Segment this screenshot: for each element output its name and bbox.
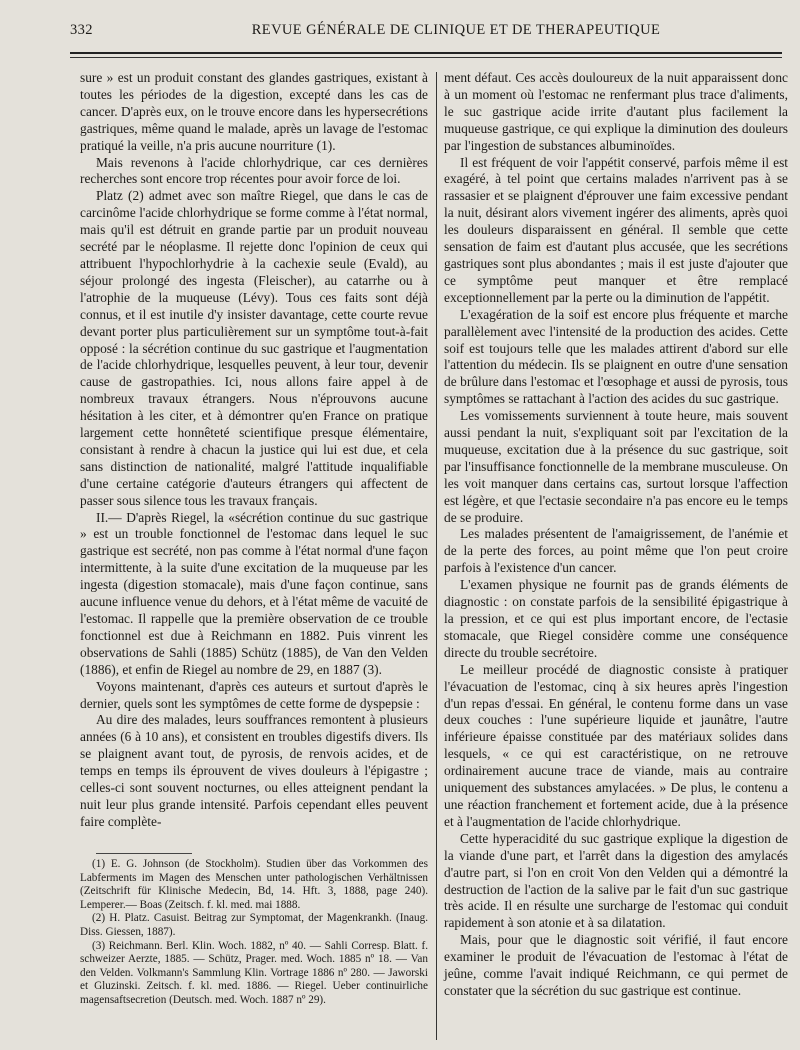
paragraph: Les malades présentent de l'amaigrissement, de l'anémie et de la perte des forces, au point même que l'on peut croire parfois à l'existence d'un cancer.	[444, 526, 788, 576]
footnote: (1) E. G. Johnson (de Stockholm). Studien über das Vorkommen des Labferments im Magen des Menschen unter pathologischen Verhältnissen (Zeitschrift für Klinische Medecin, Bd, 14. Hft. 3, 1888, page 240). Lemperer.— Boas (Zeitsch. f. kl. med. mai 1888.	[80, 858, 428, 911]
page-number: 332	[70, 22, 93, 38]
paragraph: ment défaut. Ces accès douloureux de la nuit apparaissent donc à un moment où l'estomac ne renfermant plus trace d'aliments, le suc gastrique acide irrite d'autant plus facilement la muqueuse gastrique, ce qui explique la diminution des douleurs par l'ingestion de substances albuminoïdes.	[444, 70, 788, 153]
paragraph: sure » est un produit constant des glandes gastriques, existant à toutes les périodes de la digestion, excepté dans les cas de cancer. D'après eux, on le trouve encore dans les hypersecrétions gastriques, même quand le malade, après un lavage de l'estomac pratiqué la veille, n'a pris aucune nourriture (1).	[80, 70, 428, 153]
column-divider	[436, 72, 437, 1040]
footnote-rule	[96, 853, 192, 854]
paragraph: Il est fréquent de voir l'appétit conservé, parfois même il est exagéré, à tel point que certains malades n'arrivent pas à se rassasier et se plaignent d'éprouver une faim excessive pendant la nuit, désirant alors vivement ingérer des aliments, après quoi les douleurs disparaissent en général. Il semble que cette sensation de faim est d'autant plus accusée, que les secrétions gastriques sont plus abondantes ; mais il est juste d'ajouter que ce symptôme peut manquer et être remplacé exceptionnellement par la perte ou la diminution de l'appétit.	[444, 154, 788, 305]
paragraph: Mais, pour que le diagnostic soit vérifié, il faut encore examiner le produit de l'évacuation de l'estomac à l'état de jeûne, comme l'avait indiqué Reichmann, ce qui permet de constater que la sécrétion du suc gastrique est continue.	[444, 932, 788, 998]
paragraph: L'examen physique ne fournit pas de grands éléments de diagnostic : on constate parfois de la sensibilité épigastrique à la pression, et ce qui est plus important encore, de l'ectasie stomacale, que Riegel considère comme une conséquence directe du trouble secrétoire.	[444, 577, 788, 660]
paragraph: Platz (2) admet avec son maître Riegel, que dans le cas de carcinôme l'acide chlorhydrique se forme comme à l'état normal, mais qu'il est détruit en grande partie par un produit nouveau secrété par le néoplasme. Il rejette donc l'opinion de ceux qui attribuent l'hypochlorhydrie à la cachexie seule (Evald), au séjour prolongé des ingesta (Fleischer), au catarrhe ou à l'atrophie de la muqueuse (Lévy). Tous ces faits sont déjà connus, et il est inutile d'y insister davantage, cette courte revue devant porter plus particulièrement sur un symptôme tout-à-fait opposé : la sécrétion continue du suc gastrique et l'augmentation de l'acide chlorhydrique, lesquelles peuvent, à leur tour, devenir cause de gastropathies. Ici, nous allons faire appel à de nombreux travaux étrangers. Nous n'éprouvons aucune hésitation à les citer, et à démontrer qu'en France on pratique largement cette honnêteté scientifique presque élémentaire, consistant à rendre à chacun la justice qui lui est due, et cela sans distinction de nationalité, malgré l'attitude inqualifiable d'une certaine catégorie d'auteurs étrangers qui affectent de passer sous silence tous les travaux français.	[80, 188, 428, 508]
paragraph: Le meilleur procédé de diagnostic consiste à pratiquer l'évacuation de l'estomac, cinq à six heures après l'ingestion d'un repas d'essai. En général, le contenu forme dans un vase deux couches : l'une supérieure liquide et jaunâtre, l'autre inférieure épaisse constituée par des matériaux solides dans lesquels, « ce qui est caractéristique, on ne retrouve ordinairement aucune trace de viande, mais au contraire uniquement des substances amylacées. » De plus, le contenu a une réaction franchement et fortement acide, due à la présence et à l'augmentation de l'acide chlorhydrique.	[444, 661, 788, 829]
footnote: (3) Reichmann. Berl. Klin. Woch. 1882, nº 40. — Sahli Corresp. Blatt. f. schweizer Aerzte, 1885. — Schütz, Prager. med. Woch. 1885 nº 18. — Van den Velden. Volkmann's Sammlung Klin. Vortrage 1886 nº 280. — Jaworski et Gluzinski. Zeitsch. f. kl. med. 1886. — Riegel. Ueber continuirliche magensaftsecretion (Deutsch. med. Woch. 1887 nº 29).	[80, 939, 428, 1006]
paragraph: Voyons maintenant, d'après ces auteurs et surtout d'après le dernier, quels sont les symptômes de cette forme de dyspepsie :	[80, 678, 428, 711]
running-header	[70, 22, 782, 46]
right-column	[444, 70, 788, 1000]
paragraph: Cette hyperacidité du suc gastrique explique la digestion de la viande d'une part, et l'arrêt dans la digestion des amylacés d'autre part, si l'on en croit Von den Velden qui a démontré la destruction de l'action de la salive par le fait d'un suc gastrique très acide. Il en résulte une surcharge de l'estomac qui conduit rapidement à son atonie et à sa dilatation.	[444, 830, 788, 931]
paragraph: Mais revenons à l'acide chlorhydrique, car ces dernières recherches sont encore trop récentes pour avoir force de loi.	[80, 154, 428, 187]
footnote: (2) H. Platz. Casuist. Beitrag zur Symptomat, der Magenkrankh. (Inaug. Diss. Giessen, 1887).	[80, 912, 428, 938]
paragraph: Les vomissements surviennent à toute heure, mais souvent aussi pendant la nuit, s'expliquant soit par l'excitation de la muqueuse, excitation due à la présence du suc gastrique, soit par l'insuffisance fonctionnelle de la membrane musculeuse. On les voit manquer dans certains cas, surtout lorsque l'affection est légère, et que l'ectasie secondaire n'a pas encore eu le temps de se produire.	[444, 408, 788, 525]
journal-title: REVUE GÉNÉRALE DE CLINIQUE ET DE THERAPEUTIQUE	[251, 22, 661, 38]
paragraph: II.— D'après Riegel, la «sécrétion continue du suc gastrique » est un trouble fonctionnel de l'estomac dans lequel le suc gastrique est secrété, non pas comme à l'état normal d'une façon intermittente, à la suite d'une excitation de la muqueuse par les ingesta (digestion stomacale), mais d'une façon continue, sans aucune influence venue du dehors, et à l'état même de vacuité de l'estomac. Il rappelle que la première observation de ce trouble fonctionnel est due à Reichmann en 1882. Puis vinrent les observations de Sahli (1885) Schütz (1885), de Van den Velden (1886), et enfin de Riegel au nombre de 29, en 1887 (3).	[80, 509, 428, 677]
header-rule-thick	[70, 52, 782, 54]
header-rule-thin	[70, 57, 782, 58]
left-column	[80, 70, 428, 831]
paragraph: Au dire des malades, leurs souffrances remontent à plusieurs années (6 à 10 ans), et consistent en troubles digestifs divers. Ils se plaignent avant tout, de pyrosis, de renvois acides, et de temps en temps ils éprouvent de vives douleurs à l'épigastre ; celles-ci sont souvent nocturnes, ou elles atteignent pendant la nuit leur plus grande intensité. Parfois cependant elles peuvent faire complète-	[80, 712, 428, 829]
footnotes	[80, 858, 428, 1008]
paragraph: L'exagération de la soif est encore plus fréquente et marche parallèlement avec l'intensité de la production des acides. Cette soif est toujours telle que les malades attirent d'abord sur elle l'attention du médecin. Ils se plaignent en outre d'une sensation de brûlure dans l'estomac et l'œsophage et aussi de pyrosis, tous symptômes se rattachant à l'action des acides du suc gastrique.	[444, 306, 788, 407]
